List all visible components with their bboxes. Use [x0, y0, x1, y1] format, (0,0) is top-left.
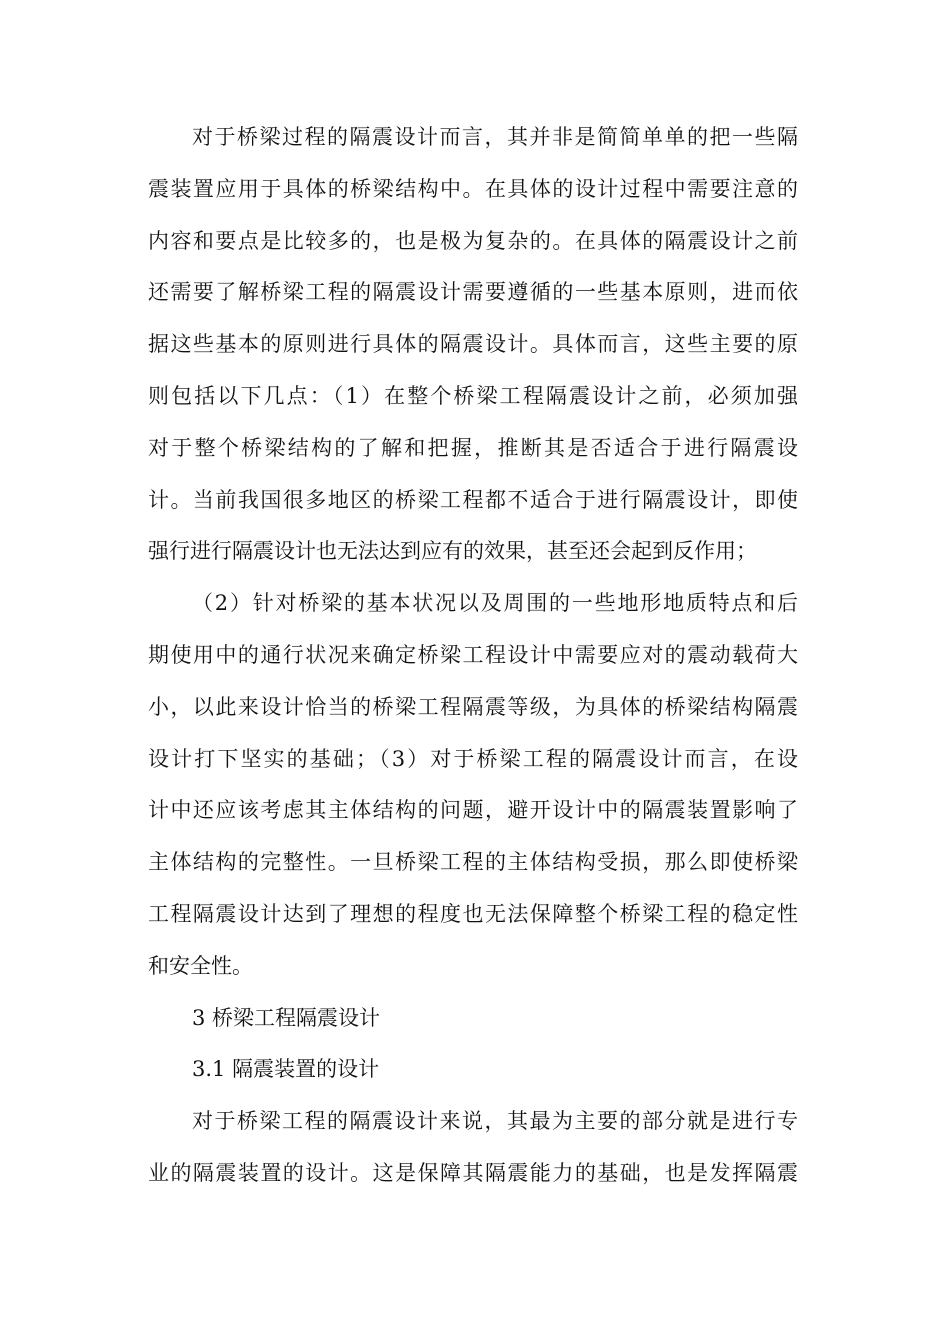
text-line: 业的隔震装置的设计。这是保障其隔震能力的基础，也是发挥隔震	[148, 1160, 798, 1185]
text-line: 对于整个桥梁结构的了解和把握，推断其是否适合于进行隔震设	[148, 435, 798, 460]
text-line: 工程隔震设计达到了理想的程度也无法保障整个桥梁工程的稳定性	[148, 901, 798, 926]
section-heading: 3 桥梁工程隔震设计	[192, 1005, 381, 1030]
text-line: 还需要了解桥梁工程的隔震设计需要遵循的一些基本原则，进而依	[148, 280, 798, 305]
text-line: 小，以此来设计恰当的桥梁工程隔震等级，为具体的桥梁结构隔震	[148, 694, 798, 719]
paragraph-device-design	[148, 1096, 798, 1200]
text-line: 强行进行隔震设计也无法达到应有的效果，甚至还会起到反作用；	[148, 539, 757, 564]
text-line: 内容和要点是比较多的，也是极为复杂的。在具体的隔震设计之前	[148, 228, 798, 253]
text-line: 对于桥梁过程的隔震设计而言，其并非是简简单单的把一些隔	[192, 125, 798, 149]
text-line: 对于桥梁工程的隔震设计来说，其最为主要的部分就是进行专	[192, 1109, 798, 1134]
paragraph-load-and-structure	[148, 578, 798, 992]
paragraph-isolation-principles	[148, 112, 798, 578]
text-line: 则包括以下几点：（1）在整个桥梁工程隔震设计之前，必须加强	[148, 383, 798, 408]
text-line: 设计打下坚实的基础；（3）对于桥梁工程的隔震设计而言，在设	[148, 746, 798, 771]
text-line: （2）针对桥梁的基本状况以及周围的一些地形地质特点和后	[192, 591, 798, 616]
text-line: 震装置应用于具体的桥梁结构中。在具体的设计过程中需要注意的	[148, 176, 798, 201]
text-line: 计中还应该考虑其主体结构的问题，避开设计中的隔震装置影响了	[148, 798, 798, 823]
document-page	[148, 112, 798, 1200]
text-line: 期使用中的通行状况来确定桥梁工程设计中需要应对的震动载荷大	[148, 642, 798, 667]
text-line: 计。当前我国很多地区的桥梁工程都不适合于进行隔震设计，即使	[148, 487, 798, 512]
text-line: 据这些基本的原则进行具体的隔震设计。具体而言，这些主要的原	[148, 332, 798, 357]
text-line: 和安全性。	[148, 953, 253, 978]
subsection-heading: 3.1 隔震装置的设计	[192, 1057, 380, 1082]
text-line: 主体结构的完整性。一旦桥梁工程的主体结构受损，那么即使桥梁	[148, 850, 798, 875]
